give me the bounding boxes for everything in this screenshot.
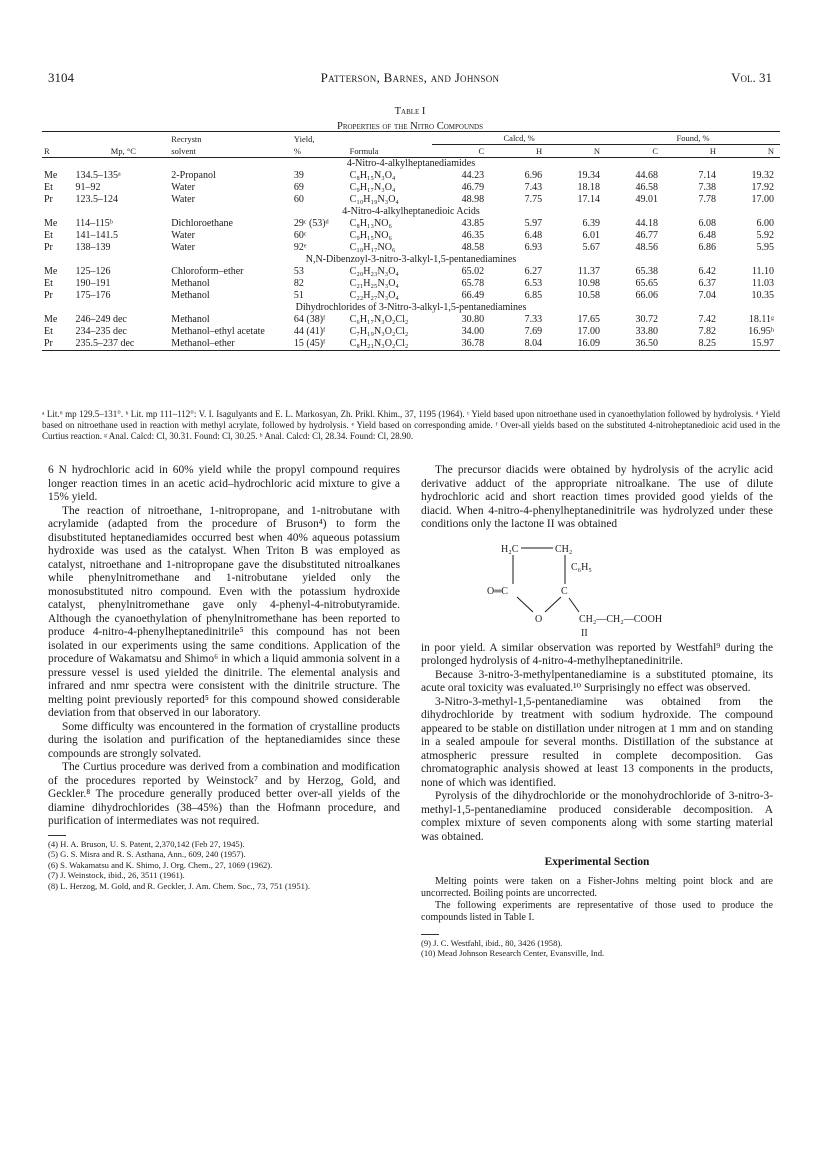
cell-found-c: 66.06: [635, 290, 659, 301]
cell-found-h: 7.38: [698, 182, 716, 193]
cell-found-h: 6.08: [698, 218, 716, 229]
cell-calcd-h: 6.85: [524, 290, 543, 301]
cell-calcd-c: 48.58: [461, 242, 485, 253]
cell-found-n: 6.00: [756, 218, 774, 229]
cell-mp: 246–249 dec: [75, 314, 127, 325]
left-column: [48, 464, 400, 891]
cell-calcd-n: 10.98: [577, 278, 601, 289]
cell-r: Et: [44, 278, 53, 289]
cell-solvent: Water: [171, 182, 195, 193]
cell-formula: C₁₀H₁₇NO₆: [349, 242, 396, 253]
cell-r: Et: [44, 326, 53, 337]
paragraph: 6 N hydrochloric acid in 60% yield while the propyl compound requires longer reaction times in an acetic acid–hydrochloric acid mixture to give a 15% yield.: [48, 464, 400, 503]
cell-solvent: Water: [171, 194, 195, 205]
running-title: Patterson, Barnes, and Johnson: [320, 70, 500, 85]
cell-found-c: 30.72: [635, 314, 659, 325]
col-header-calcd-c: C: [478, 146, 485, 156]
cell-calcd-c: 65.02: [461, 266, 485, 277]
reference: (6) S. Wakamatsu and K. Shimo, J. Org. Chem., 27, 1069 (1962).: [48, 859, 273, 870]
cell-found-n: 17.00: [751, 194, 774, 205]
cell-calcd-n: 17.00: [577, 326, 601, 337]
cell-solvent: Methanol: [171, 278, 210, 289]
cell-found-n: 16.95ʰ: [748, 326, 774, 337]
cell-yield: 53: [293, 266, 304, 277]
cell-r: Pr: [44, 338, 53, 349]
lactone-structure: [421, 538, 773, 638]
cell-found-n: 18.11ᵍ: [748, 314, 774, 325]
cell-mp: 125–126: [75, 266, 111, 277]
cell-mp: 234–235 dec: [75, 326, 127, 337]
atom-ch2: CH₂: [555, 543, 573, 555]
cell-calcd-c: 66.49: [461, 290, 485, 301]
cell-calcd-c: 46.79: [461, 182, 485, 193]
cell-yield: 44 (41)ᶠ: [293, 326, 326, 337]
cell-calcd-h: 7.33: [524, 314, 543, 325]
cell-solvent: Methanol: [171, 290, 210, 301]
table-section-row: [42, 254, 780, 266]
cell-calcd-h: 6.96: [524, 170, 543, 181]
cell-formula: C₆H₁₇N₃O₂Cl₂: [349, 314, 409, 325]
table-row: [42, 194, 780, 206]
compound-label: II: [581, 627, 588, 638]
cell-yield: 69: [293, 182, 304, 193]
section-title: Dihydrochlorides of 3-Nitro-3-alkyl-1,5-pentanediamines: [295, 302, 527, 313]
cell-r: Me: [44, 266, 58, 277]
cell-calcd-h: 7.75: [524, 194, 543, 205]
cell-found-h: 6.37: [698, 278, 716, 289]
cell-found-h: 6.42: [698, 266, 716, 277]
running-header: [48, 70, 772, 88]
col-header-solvent-2: solvent: [171, 146, 196, 156]
cell-mp: 138–139: [75, 242, 111, 253]
cell-found-c: 65.38: [635, 266, 659, 277]
cell-found-c: 46.58: [635, 182, 659, 193]
cell-calcd-n: 6.39: [582, 218, 601, 229]
cell-found-h: 6.48: [698, 230, 716, 241]
paragraph: Melting points were taken on a Fisher-Johns melting point block and are uncorrected. Boiling points are uncorrected.: [421, 875, 773, 899]
cell-mp: 175–176: [75, 290, 111, 301]
cell-calcd-n: 19.34: [577, 170, 601, 181]
cell-calcd-h: 7.69: [524, 326, 543, 337]
cell-formula: C₁₀H₁₉N₃O₄: [349, 194, 399, 205]
cell-r: Et: [44, 230, 53, 241]
cell-mp: 190–191: [75, 278, 111, 289]
cell-found-h: 8.25: [698, 338, 716, 349]
atom-h2c: H₂C: [501, 543, 519, 555]
table-row: [42, 218, 780, 230]
cell-formula: C₈H₁₅N₃O₄: [349, 170, 396, 181]
cell-solvent: Water: [171, 230, 195, 241]
cell-calcd-h: 7.43: [524, 182, 543, 193]
table-row: [42, 266, 780, 278]
cell-solvent: Methanol–ethyl acetate: [171, 326, 265, 337]
table-row: [42, 170, 780, 182]
cell-yield: 82: [293, 278, 304, 289]
cell-found-c: 44.18: [635, 218, 659, 229]
cell-yield: 29ᶜ (53)ᵈ: [293, 218, 329, 229]
cell-mp: 141–141.5: [75, 230, 118, 241]
col-header-r: R: [44, 146, 50, 156]
cell-yield: 51: [293, 290, 304, 301]
table-row: [42, 230, 780, 242]
cell-solvent: 2-Propanol: [171, 170, 216, 181]
table-section-row: [42, 206, 780, 218]
cell-r: Pr: [44, 290, 53, 301]
cell-calcd-h: 8.04: [524, 338, 543, 349]
col-header-mp: Mp, °C: [110, 146, 136, 156]
cell-formula: C₇H₁₉N₃O₂Cl₂: [349, 326, 409, 337]
cell-formula: C₈H₁₃NO₆: [349, 218, 392, 229]
paragraph: Some difficulty was encountered in the formation of crystalline products during the isolation and purification of the heptanediamides since these compounds are strongly solvated.: [48, 720, 400, 760]
section-title: N,N-Dibenzoyl-3-nitro-3-alkyl-1,5-pentanediamines: [305, 254, 517, 265]
paragraph: The reaction of nitroethane, 1-nitropropane, and 1-nitrobutane with acrylamide (adapted from the procedure of Bruson⁴) to form the disubstituted heptanediamides occurred best when 40% aqueous potassium hydroxide was used as the catalyst. When Triton B was employed as catalyst, nitroethane and 1-nitropropane gave the disubstituted nitroalkanes while phenylnitromethane and 1-nitrobutane yielded only the monosubstituted nitro compound. Even with the potassium hydroxide catalyst, phenylnitromethane gave only 4-phenyl-4-nitrobutyramide. Although the cyanoethylation of phenylnitromethane has been reported to produce 4-nitro-4-phenylheptanedinitrile⁵ this compound has not been isolated in our experiments using the same conditions. Application of the procedure of Wakamatsu and Shimo⁶ in which a liquid ammonia solvent in a pressure vessel is used yielded the dinitrile. The elemental analysis and infrared and nmr spectra were consistent with the dinitrile structure. The melting point previously reported⁵ for this compound showed considerable deviation from that observed in our laboratory.: [48, 504, 400, 719]
paragraph: Because 3-nitro-3-methylpentanediamine is a substituted ptomaine, its acute oral toxicity was evaluated.¹⁰ Surprisingly no effect was observed.: [421, 668, 773, 694]
cell-formula: C₉H₁₇N₃O₄: [349, 182, 396, 193]
cell-found-h: 7.04: [698, 290, 716, 301]
col-header-yield-1: Yield,: [293, 134, 315, 144]
cell-mp: 91–92: [75, 182, 101, 193]
col-group-found: Found, %: [676, 133, 710, 143]
reference: (5) G. S. Misra and R. S. Asthana, Ann., 609, 240 (1957).: [48, 849, 246, 860]
lactone-structure-diagram: [471, 538, 731, 638]
col-group-calcd: Calcd, %: [503, 133, 535, 143]
cell-found-h: 7.82: [698, 326, 716, 337]
cell-yield: 60: [293, 194, 304, 205]
cell-r: Et: [44, 182, 53, 193]
cell-calcd-n: 6.01: [582, 230, 601, 241]
atom-ring-oxygen: O: [535, 613, 543, 625]
cell-found-c: 65.65: [635, 278, 659, 289]
table-row: [42, 290, 780, 302]
cell-calcd-h: 5.97: [524, 218, 543, 229]
paragraph: Pyrolysis of the dihydrochloride or the monohydrochloride of 3-nitro-3-methyl-1,5-pentanediamine produced considerable decomposition. A complex mixture of seven components along with some starting material was obtained.: [421, 790, 773, 843]
footnote-divider: [48, 835, 66, 836]
cell-found-n: 19.32: [751, 170, 774, 181]
reference: (7) J. Weinstock, ibid., 26, 3511 (1961).: [48, 870, 185, 881]
cell-calcd-h: 6.93: [524, 242, 543, 253]
cell-found-c: 49.01: [635, 194, 659, 205]
cell-calcd-h: 6.27: [524, 266, 543, 277]
cell-formula: C₈H₂₁N₃O₂Cl₂: [349, 338, 409, 349]
cell-calcd-n: 11.37: [577, 266, 601, 277]
paragraph: in poor yield. A similar observation was reported by Westfahl⁹ during the prolonged hydrolysis of 4-nitro-4-methylheptanedinitrile.: [421, 641, 773, 667]
table-caption: Properties of the Nitro Compounds: [336, 121, 483, 132]
cell-formula: C₉H₁₅NO₆: [349, 230, 392, 241]
cell-calcd-c: 43.85: [461, 218, 485, 229]
cell-calcd-c: 34.00: [461, 326, 485, 337]
cell-found-n: 10.35: [751, 290, 774, 301]
cell-yield: 64 (38)ᶠ: [293, 314, 326, 325]
table-footnotes: ᵃ Lit.⁶ mp 129.5–131°. ᵇ Lit. mp 111–112°: V. I. Isagulyants and E. L. Markosyan, Zh. Prikl. Khim., 37, 1195 (1964). ᶜ Yield based upon nitroethane used in cyanoethylation followed by hydrolysis. ᵈ Yield based on nitroethane used in reaction with methyl acrylate, followed by hydrolysis. ᵉ Yield based on corresponding amide. ᶠ Over-all yields based on the substituted 4-nitroheptanedioic acid used in the Curtius reaction. ᵍ Anal. Calcd: Cl, 30.31. Found: Cl, 30.25. ʰ Anal. Calcd: Cl, 28.34. Found: Cl, 28.90.: [42, 409, 780, 441]
table-section-row: [42, 158, 780, 171]
cell-calcd-c: 30.80: [461, 314, 485, 325]
cell-found-n: 5.92: [756, 230, 774, 241]
table-row: [42, 242, 780, 254]
cell-r: Pr: [44, 194, 53, 205]
section-heading: Experimental Section: [544, 856, 650, 868]
cell-found-n: 15.97: [751, 338, 774, 349]
cell-found-h: 7.42: [698, 314, 716, 325]
cell-calcd-n: 5.67: [582, 242, 601, 253]
cell-mp: 123.5–124: [75, 194, 118, 205]
col-header-yield-2: %: [293, 146, 302, 156]
atom-c: C: [561, 585, 568, 597]
col-header-formula: Formula: [349, 146, 379, 156]
cell-r: Me: [44, 218, 58, 229]
cell-formula: C₂₁H₂₅N₃O₄: [349, 278, 399, 289]
cell-calcd-c: 48.98: [461, 194, 485, 205]
table-section-row: [42, 302, 780, 314]
paragraph: The precursor diacids were obtained by hydrolysis of the acrylic acid derivative adduct of the appropriate nitroalkane. The use of dilute hydrochloric acid and short reaction times provided good yields of the diacid. When 4-nitro-4-phenylheptanedinitrile was hydrolyzed under these conditions only the lactone II was obtained: [421, 464, 773, 530]
cell-r: Pr: [44, 242, 53, 253]
section-title: 4-Nitro-4-alkylheptanediamides: [346, 158, 476, 169]
cell-calcd-c: 36.78: [461, 338, 485, 349]
reference: (8) L. Herzog, M. Gold, and R. Geckler, J. Am. Chem. Soc., 73, 751 (1951).: [48, 880, 310, 891]
table-row: [42, 182, 780, 194]
paragraph: The following experiments are representative of those used to produce the compounds listed in Table I.: [421, 899, 773, 923]
cell-solvent: Methanol: [171, 314, 210, 325]
cell-found-n: 17.92: [751, 182, 774, 193]
volume-label: Vol. 31: [731, 70, 772, 85]
table-title: Table I: [394, 106, 426, 117]
cell-solvent: Methanol–ether: [171, 338, 235, 349]
right-column: [421, 464, 773, 959]
cell-found-n: 11.03: [751, 278, 774, 289]
cell-calcd-h: 6.53: [524, 278, 543, 289]
paragraph: The Curtius procedure was derived from a combination and modification of the procedures reported by Weinstock⁷ and by Herzog, Gold, and Geckler.⁸ The procedure generally produced better over-all yields of the diamine dihydrochlorides (38–45%) than the Hofmann procedure, and purification of intermediates was not required.: [48, 761, 400, 827]
cell-yield: 39: [293, 170, 304, 181]
bond: [517, 597, 533, 612]
cell-found-h: 7.14: [698, 170, 716, 181]
col-header-found-h: H: [709, 146, 716, 156]
cell-calcd-c: 44.23: [461, 170, 485, 181]
cell-formula: C₂₂H₂₇N₃O₄: [349, 290, 399, 301]
cell-r: Me: [44, 314, 58, 325]
cell-mp: 114–115ᵇ: [75, 218, 113, 229]
side-chain: CH₂—CH₂—COOH: [579, 613, 663, 625]
cell-calcd-n: 16.09: [577, 338, 601, 349]
cell-found-n: 5.95: [756, 242, 774, 253]
cell-found-h: 6.86: [698, 242, 716, 253]
cell-found-n: 11.10: [751, 266, 774, 277]
bond: [545, 597, 561, 612]
paragraph: 3-Nitro-3-methyl-1,5-pentanediamine was obtained from the dihydrochloride by treatment with sodium hydroxide. The compound appeared to be stable on distillation under nitrogen at 1 mm and on standing in a sealed ampoule for several months. Distillation of the substance at atmospheric pressure resulted in complete decomposition. Gas chromatographic analysis showed at least 13 components in the products, none of which was identified.: [421, 695, 773, 789]
cell-mp: 134.5–135ᵃ: [75, 170, 121, 181]
cell-calcd-c: 46.35: [461, 230, 485, 241]
cell-found-c: 46.77: [635, 230, 659, 241]
cell-calcd-n: 10.58: [577, 290, 601, 301]
cell-solvent: Water: [171, 242, 195, 253]
bond: [569, 598, 579, 612]
cell-found-c: 48.56: [635, 242, 659, 253]
cell-mp: 235.5–237 dec: [75, 338, 135, 349]
reference: (4) H. A. Bruson, U. S. Patent, 2,370,142 (Feb 27, 1945).: [48, 838, 245, 849]
table-row: [42, 326, 780, 338]
cell-solvent: Chloroform–ether: [171, 266, 244, 277]
cell-found-c: 36.50: [635, 338, 659, 349]
footnote-divider: [421, 934, 439, 935]
cell-calcd-h: 6.48: [524, 230, 543, 241]
atom-carbonyl: O═C: [487, 585, 508, 597]
cell-calcd-n: 17.65: [577, 314, 601, 325]
table-row: [42, 338, 780, 351]
section-title: 4-Nitro-4-alkylheptanedioic Acids: [342, 206, 480, 217]
cell-found-c: 44.68: [635, 170, 659, 181]
table-row: [42, 278, 780, 290]
cell-yield: 60ᶜ: [293, 230, 307, 241]
reference: (10) Mead Johnson Research Center, Evansville, Ind.: [421, 948, 605, 959]
cell-calcd-n: 17.14: [577, 194, 601, 205]
cell-found-h: 7.78: [698, 194, 716, 205]
cell-calcd-n: 18.18: [577, 182, 601, 193]
cell-calcd-c: 65.78: [461, 278, 485, 289]
col-header-calcd-n: N: [593, 146, 601, 156]
col-header-found-c: C: [652, 146, 659, 156]
cell-solvent: Dichloroethane: [171, 218, 233, 229]
cell-r: Me: [44, 170, 58, 181]
col-header-solvent-1: Recrystn: [171, 134, 202, 144]
col-header-calcd-h: H: [535, 146, 543, 156]
cell-found-c: 33.80: [635, 326, 659, 337]
page-number: 3104: [48, 70, 74, 85]
cell-yield: 15 (45)ᶠ: [293, 338, 326, 349]
col-header-found-n: N: [767, 146, 774, 156]
reference: (9) J. C. Westfahl, ibid., 80, 3426 (1958).: [421, 937, 563, 948]
cell-formula: C₂₀H₂₃N₃O₄: [349, 266, 399, 277]
substituent-phenyl: C₆H₅: [571, 561, 592, 573]
table-row: [42, 314, 780, 326]
properties-table: [42, 131, 780, 351]
cell-yield: 92ᵉ: [293, 242, 307, 253]
